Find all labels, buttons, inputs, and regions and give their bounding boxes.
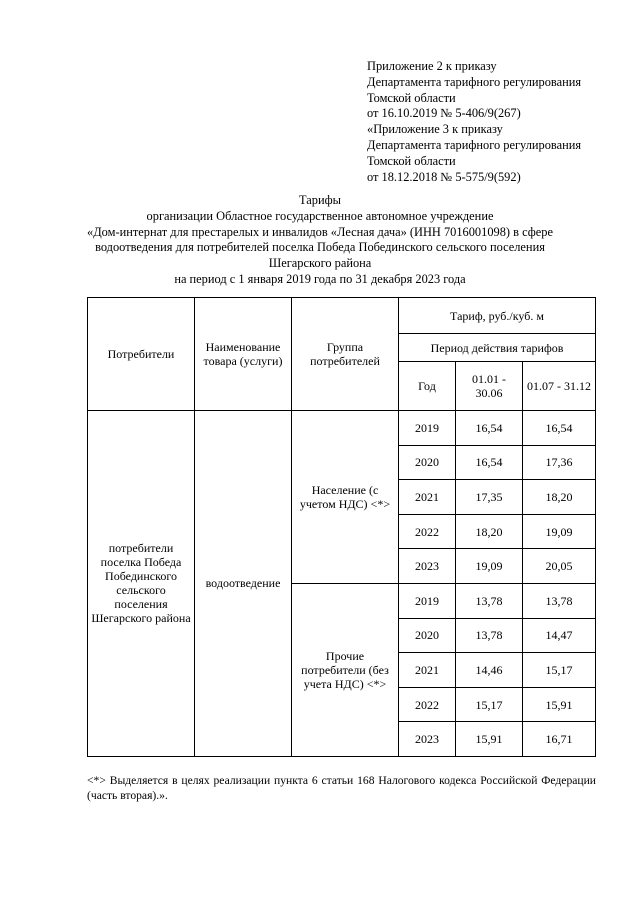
- header-product: Наименование товара (услуги): [195, 298, 292, 411]
- header-second-half: 01.07 - 31.12: [523, 362, 596, 411]
- title-line: Тарифы: [299, 193, 341, 207]
- header-group: Группа потребителей: [292, 298, 399, 411]
- first-half-value: 14,46: [456, 653, 523, 688]
- group-cell: Население (с учетом НДС) <*>: [292, 411, 399, 584]
- first-half-value: 16,54: [456, 445, 523, 480]
- header-line: «Приложение 3 к приказу: [367, 122, 503, 137]
- title-line: организации Областное государственное автономное учреждение: [146, 208, 494, 223]
- header-consumers: Потребители: [88, 298, 195, 411]
- first-half-value: 13,78: [456, 583, 523, 618]
- consumer-cell: потребители поселка Победа Побединского сельского поселения Шегарского района: [88, 411, 195, 757]
- header-line: Департамента тарифного регулирования: [367, 137, 582, 152]
- header-line: от 18.12.2018 № 5-575/9(592): [367, 169, 521, 184]
- second-half-value: 15,17: [523, 653, 596, 688]
- second-half-value: 20,05: [523, 549, 596, 584]
- header-line: Приложение 2 к приказу: [367, 59, 497, 73]
- first-half-value: 18,20: [456, 514, 523, 549]
- first-half-value: 13,78: [456, 618, 523, 653]
- header-year: Год: [399, 362, 456, 411]
- second-half-value: 19,09: [523, 514, 596, 549]
- header-line: Томской области: [367, 153, 456, 168]
- document-title: [60, 193, 580, 288]
- year-cell: 2023: [399, 549, 456, 584]
- tariff-table: [87, 297, 596, 757]
- second-half-value: 17,36: [523, 445, 596, 480]
- header-period: Период действия тарифов: [399, 334, 596, 362]
- first-half-value: 17,35: [456, 480, 523, 515]
- first-half-value: 15,17: [456, 687, 523, 722]
- second-half-value: 16,54: [523, 411, 596, 446]
- first-half-value: 15,91: [456, 722, 523, 757]
- year-cell: 2022: [399, 687, 456, 722]
- title-line: водоотведения для потребителей поселка Победа Побединского сельского поселения: [95, 240, 545, 255]
- year-cell: 2020: [399, 618, 456, 653]
- second-half-value: 18,20: [523, 480, 596, 515]
- product-cell: водоотведение: [195, 411, 292, 757]
- title-line: на период с 1 января 2019 года по 31 декабря 2023 года: [174, 271, 466, 286]
- first-half-value: 19,09: [456, 549, 523, 584]
- year-cell: 2019: [399, 583, 456, 618]
- second-half-value: 13,78: [523, 583, 596, 618]
- second-half-value: 15,91: [523, 687, 596, 722]
- header-line: от 16.10.2019 № 5-406/9(267): [367, 106, 521, 121]
- year-cell: 2020: [399, 445, 456, 480]
- order-header: [367, 59, 581, 185]
- title-line: «Дом-интернат для престарелых и инвалидов «Лесная дача» (ИНН 7016001098) в сфере: [87, 224, 553, 239]
- second-half-value: 16,71: [523, 722, 596, 757]
- footnote: <*> Выделяется в целях реализации пункта 6 статьи 168 Налогового кодекса Российской Федерации (часть вторая).».: [87, 774, 596, 802]
- first-half-value: 16,54: [456, 411, 523, 446]
- table-row: [88, 411, 596, 446]
- group-cell: Прочие потребители (без учета НДС) <*>: [292, 583, 399, 756]
- header-line: Департамента тарифного регулирования: [367, 74, 582, 89]
- header-first-half: 01.01 - 30.06: [456, 362, 523, 411]
- year-cell: 2019: [399, 411, 456, 446]
- year-cell: 2023: [399, 722, 456, 757]
- year-cell: 2022: [399, 514, 456, 549]
- header-line: Томской области: [367, 90, 456, 105]
- title-line: Шегарского района: [268, 256, 372, 271]
- year-cell: 2021: [399, 653, 456, 688]
- header-tariff: Тариф, руб./куб. м: [399, 298, 596, 334]
- second-half-value: 14,47: [523, 618, 596, 653]
- year-cell: 2021: [399, 480, 456, 515]
